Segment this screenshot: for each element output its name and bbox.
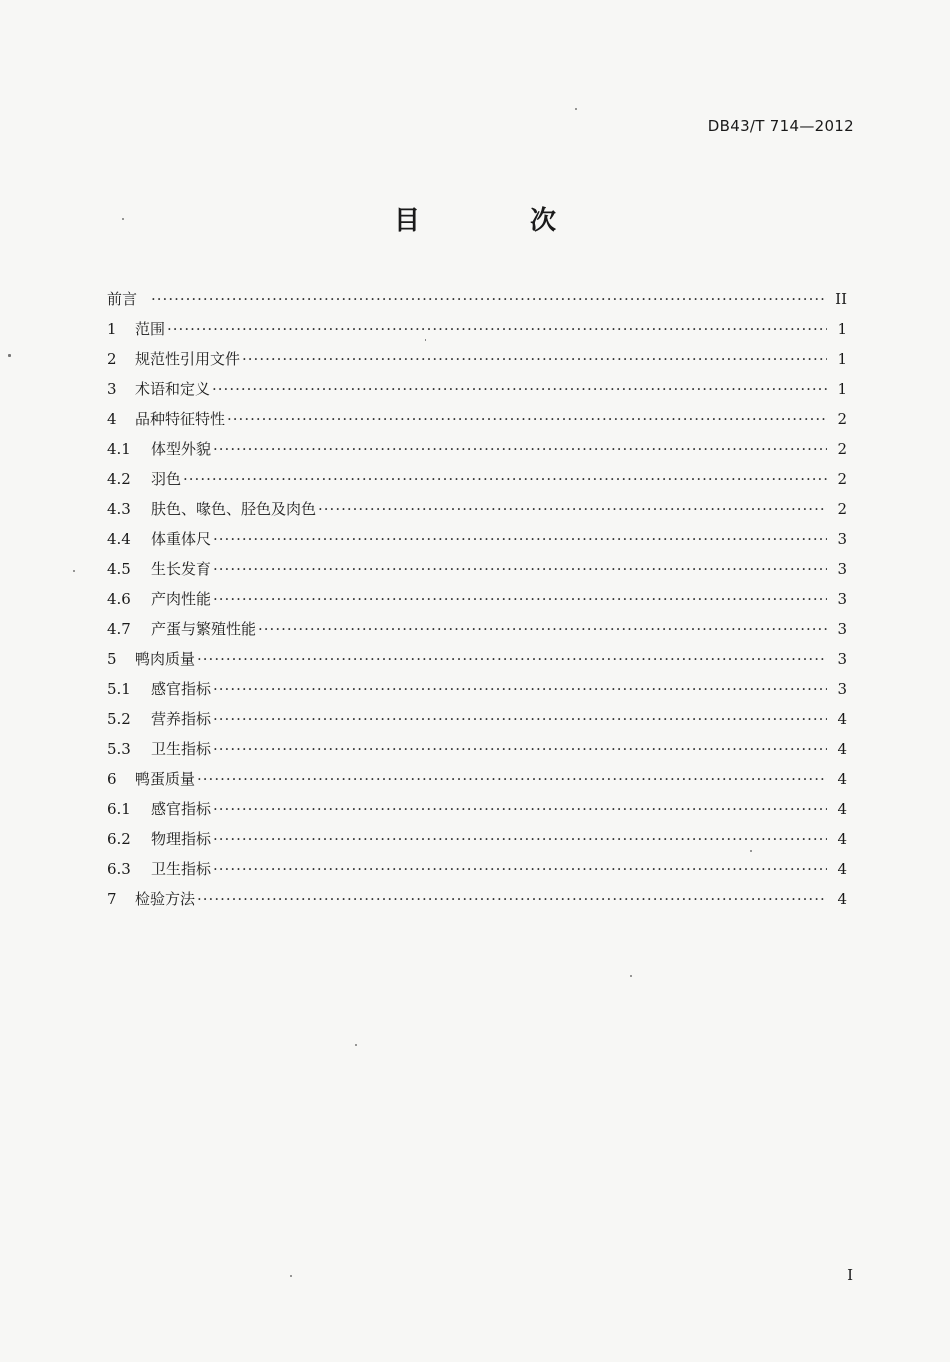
toc-entry[interactable] <box>107 404 847 434</box>
toc-entry-page: 3 <box>837 530 847 548</box>
toc-entry-number: 5.1 <box>107 680 131 698</box>
toc-entry[interactable] <box>107 704 847 734</box>
toc-leader-dots <box>213 824 827 854</box>
toc-entry-title: 产蛋与繁殖性能 <box>151 620 257 638</box>
toc-entry-title: 物理指标 <box>151 830 212 848</box>
toc-entry-page: 4 <box>837 740 847 758</box>
toc-entry-title: 体型外貌 <box>151 440 212 458</box>
scan-speck <box>630 975 632 977</box>
toc-entry-number: 6.1 <box>107 800 131 818</box>
toc-entry[interactable] <box>107 674 847 704</box>
toc-entry-page: 1 <box>837 350 847 368</box>
toc-entry-page: 4 <box>837 830 847 848</box>
toc-entry[interactable] <box>107 824 847 854</box>
toc-entry-number: 5 <box>107 650 117 668</box>
toc-entry-foreword[interactable] <box>107 284 847 314</box>
toc-entry-title: 检验方法 <box>135 890 196 908</box>
toc-entry-number: 6.2 <box>107 830 131 848</box>
table-of-contents <box>107 284 847 914</box>
toc-leader-dots <box>213 524 827 554</box>
toc-entry-number: 6 <box>107 770 117 788</box>
scan-speck <box>575 108 577 110</box>
toc-leader-dots <box>213 704 827 734</box>
scan-speck <box>425 339 426 341</box>
toc-entry-page: 2 <box>837 440 847 458</box>
toc-entry-page: 4 <box>837 710 847 728</box>
toc-entry-page: 4 <box>837 770 847 788</box>
toc-entry-page: 4 <box>837 800 847 818</box>
toc-entry-page: 4 <box>837 860 847 878</box>
toc-leader-dots <box>318 494 827 524</box>
toc-entry[interactable] <box>107 854 847 884</box>
toc-entry[interactable] <box>107 554 847 584</box>
toc-entry[interactable] <box>107 764 847 794</box>
scan-speck <box>355 1044 357 1046</box>
toc-entry-page: 3 <box>837 680 847 698</box>
toc-entry[interactable] <box>107 884 847 914</box>
toc-entry-title: 体重体尺 <box>151 530 212 548</box>
toc-leader-dots <box>197 644 827 674</box>
toc-leader-dots <box>258 614 827 644</box>
toc-entry-title: 羽色 <box>151 470 182 488</box>
toc-entry-title: 鸭蛋质量 <box>135 770 196 788</box>
toc-entry-title: 卫生指标 <box>151 860 212 878</box>
toc-leader-dots <box>213 794 827 824</box>
toc-entry-title: 术语和定义 <box>135 380 211 398</box>
toc-entry-page: 2 <box>837 410 847 428</box>
toc-entry-number: 4.7 <box>107 620 131 638</box>
toc-leader-dots <box>213 674 827 704</box>
toc-entry-number: 4.2 <box>107 470 131 488</box>
toc-entry-title: 感官指标 <box>151 800 212 818</box>
toc-entry[interactable] <box>107 614 847 644</box>
toc-entry[interactable] <box>107 344 847 374</box>
toc-entry-page: 3 <box>837 590 847 608</box>
toc-entry[interactable] <box>107 374 847 404</box>
toc-leader-dots <box>213 434 827 464</box>
toc-entry[interactable] <box>107 794 847 824</box>
toc-entry-number: 5.2 <box>107 710 131 728</box>
toc-entry[interactable] <box>107 464 847 494</box>
scan-speck <box>122 218 124 220</box>
page-number: I <box>847 1266 853 1284</box>
toc-entry-number: 6.3 <box>107 860 131 878</box>
toc-leader-dots <box>197 884 827 914</box>
toc-entry-page: 2 <box>837 470 847 488</box>
toc-entry-number: 4 <box>107 410 117 428</box>
toc-leader-dots <box>151 284 827 314</box>
toc-entry-title: 品种特征特性 <box>135 410 226 428</box>
scan-speck <box>290 1275 292 1277</box>
toc-entry-number: 4.3 <box>107 500 131 518</box>
toc-entry-title: 产肉性能 <box>151 590 212 608</box>
toc-entry[interactable] <box>107 314 847 344</box>
toc-leader-dots <box>167 314 827 344</box>
toc-entry-number: 4.4 <box>107 530 131 548</box>
toc-entry-page: 4 <box>837 890 847 908</box>
toc-entry[interactable] <box>107 644 847 674</box>
toc-leader-dots <box>213 554 827 584</box>
toc-entry-number: 2 <box>107 350 117 368</box>
toc-entry[interactable] <box>107 524 847 554</box>
toc-entry-number: 5.3 <box>107 740 131 758</box>
document-code: DB43/T 714—2012 <box>707 117 854 135</box>
toc-leader-dots <box>183 464 827 494</box>
toc-entry[interactable] <box>107 434 847 464</box>
toc-entry-title: 规范性引用文件 <box>135 350 241 368</box>
toc-entry-number: 4.1 <box>107 440 131 458</box>
toc-entry-title: 生长发育 <box>151 560 212 578</box>
toc-entry-title: 营养指标 <box>151 710 212 728</box>
toc-entry-page: 3 <box>837 650 847 668</box>
toc-leader-dots <box>197 764 827 794</box>
toc-leader-dots <box>212 374 827 404</box>
toc-entry-page: 3 <box>837 560 847 578</box>
toc-entry-title: 鸭肉质量 <box>135 650 196 668</box>
toc-entry-title: 肤色、喙色、胫色及肉色 <box>151 500 317 518</box>
toc-entry-title: 卫生指标 <box>151 740 212 758</box>
toc-entry[interactable] <box>107 584 847 614</box>
toc-entry-number: 4.5 <box>107 560 131 578</box>
toc-entry-number: 3 <box>107 380 117 398</box>
toc-leader-dots <box>213 584 827 614</box>
toc-entry-number: 4.6 <box>107 590 131 608</box>
toc-leader-dots <box>213 734 827 764</box>
toc-entry-number: 1 <box>107 320 117 338</box>
toc-leader-dots <box>227 404 827 434</box>
toc-entry-title: 范围 <box>135 320 166 338</box>
page-title: 目 次 <box>393 206 598 236</box>
toc-entry-title: 感官指标 <box>151 680 212 698</box>
scan-speck <box>73 570 75 572</box>
toc-entry-page: 1 <box>837 320 847 338</box>
toc-entry-title: 前言 <box>107 290 138 308</box>
toc-entry-page: 3 <box>837 620 847 638</box>
scan-speck <box>8 354 11 357</box>
toc-entry-page: 1 <box>837 380 847 398</box>
toc-entry-page: 2 <box>837 500 847 518</box>
toc-entry-number: 7 <box>107 890 117 908</box>
toc-entry[interactable] <box>107 494 847 524</box>
toc-leader-dots <box>242 344 827 374</box>
toc-entry[interactable] <box>107 734 847 764</box>
scan-speck <box>750 850 752 852</box>
toc-entry-page: II <box>835 290 847 308</box>
toc-leader-dots <box>213 854 827 884</box>
